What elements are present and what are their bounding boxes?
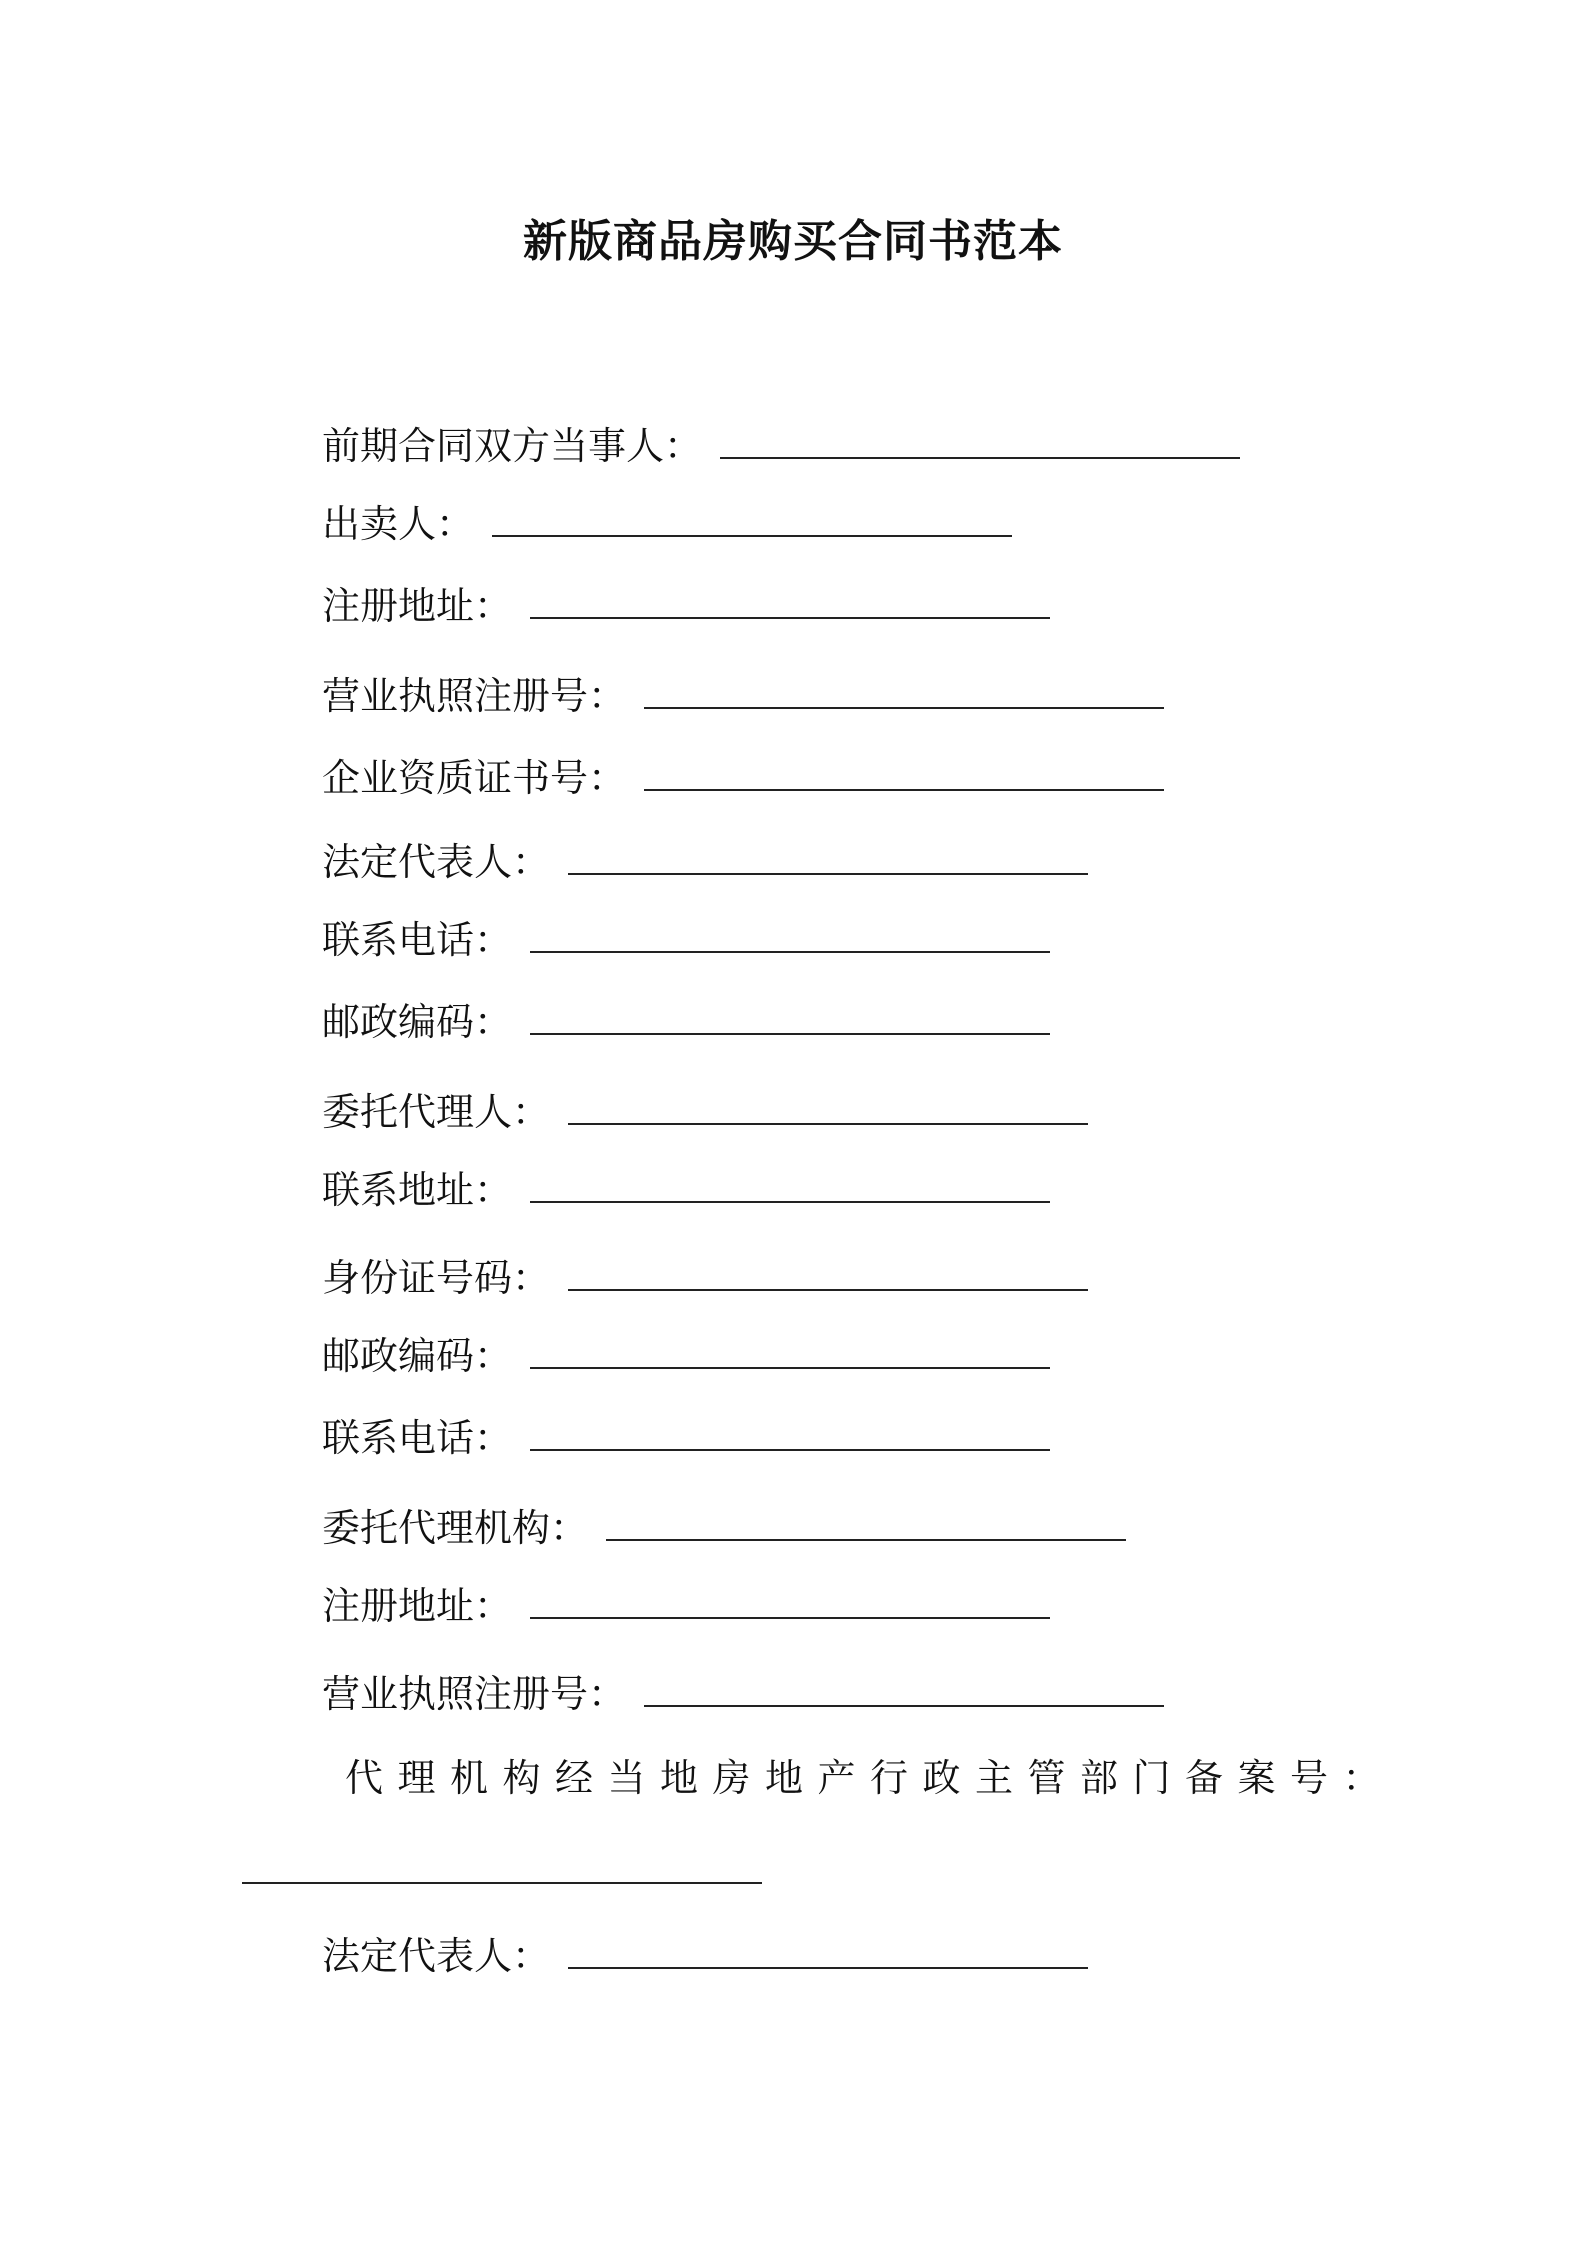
field-label: 委托代理人 [322, 1090, 513, 1134]
field-label: 企业资质证书号 [322, 756, 589, 800]
field-colon: ： [474, 584, 513, 628]
field-label: 前期合同双方当事人 [322, 424, 665, 468]
fill-in-blank[interactable] [644, 1705, 1164, 1707]
field-row-license-number-2 [322, 1664, 1164, 1724]
fill-in-blank[interactable] [568, 1289, 1088, 1291]
field-row-postcode [322, 992, 1050, 1052]
fill-in-blank[interactable] [530, 1201, 1050, 1203]
fill-in-blank[interactable] [530, 1449, 1050, 1451]
fill-in-blank[interactable] [644, 789, 1164, 791]
field-label: 出卖人 [322, 502, 437, 546]
fill-in-blank[interactable] [530, 1617, 1050, 1619]
field-row-seller [322, 494, 1012, 554]
field-label: 联系电话 [322, 918, 475, 962]
field-row-qualification-cert [322, 748, 1164, 808]
field-label: 联系地址 [322, 1168, 475, 1212]
filing-number-label: 代理机构经当地房地产行政主管部门备案号： [345, 1756, 1396, 1800]
field-label: 邮政编码 [322, 1334, 475, 1378]
fill-in-blank[interactable] [530, 1367, 1050, 1369]
field-row-id-number [322, 1248, 1088, 1308]
field-colon: ： [474, 918, 513, 962]
fill-in-blank[interactable] [568, 1123, 1088, 1125]
field-label: 注册地址 [322, 584, 475, 628]
fill-in-blank[interactable] [530, 1033, 1050, 1035]
field-label: 营业执照注册号 [322, 1672, 589, 1716]
field-colon: ： [588, 1672, 627, 1716]
field-row-postcode-2 [322, 1326, 1050, 1386]
field-row-legal-rep [322, 832, 1088, 892]
field-colon: ： [664, 424, 703, 468]
field-row-registered-address-2 [322, 1576, 1050, 1636]
field-colon: ： [512, 1090, 551, 1134]
field-colon: ： [474, 1334, 513, 1378]
fill-in-blank[interactable] [530, 951, 1050, 953]
field-row-agency [322, 1498, 1126, 1558]
fill-in-blank[interactable] [720, 457, 1240, 459]
field-row-legal-rep-2 [322, 1926, 1088, 1986]
page-title: 新版商品房购买合同书范本 [523, 216, 1063, 267]
field-colon: ： [474, 1416, 513, 1460]
fill-in-blank[interactable] [492, 535, 1012, 537]
field-label: 营业执照注册号 [322, 674, 589, 718]
field-label: 联系电话 [322, 1416, 475, 1460]
field-row-agent [322, 1082, 1088, 1142]
fill-in-blank[interactable] [644, 707, 1164, 709]
field-colon: ： [512, 1934, 551, 1978]
field-colon: ： [474, 1584, 513, 1628]
field-colon: ： [550, 1506, 589, 1550]
field-row-parties [322, 416, 1240, 476]
field-colon: ： [474, 1168, 513, 1212]
field-label: 身份证号码 [322, 1256, 513, 1300]
field-label: 注册地址 [322, 1584, 475, 1628]
field-label: 委托代理机构 [322, 1506, 551, 1550]
field-colon: ： [474, 1000, 513, 1044]
field-colon: ： [588, 756, 627, 800]
fill-in-blank[interactable] [568, 1967, 1088, 1969]
field-row-license-number [322, 666, 1164, 726]
field-colon: ： [588, 674, 627, 718]
field-label: 邮政编码 [322, 1000, 475, 1044]
field-row-phone-2 [322, 1408, 1050, 1468]
fill-in-blank[interactable] [606, 1539, 1126, 1541]
field-row-contact-address [322, 1160, 1050, 1220]
filing-number-blank[interactable] [242, 1882, 762, 1884]
fill-in-blank[interactable] [530, 617, 1050, 619]
field-colon: ： [436, 502, 475, 546]
field-row-phone [322, 910, 1050, 970]
fill-in-blank[interactable] [568, 873, 1088, 875]
field-colon: ： [512, 840, 551, 884]
field-colon: ： [512, 1256, 551, 1300]
field-label: 法定代表人 [322, 840, 513, 884]
field-row-registered-address [322, 576, 1050, 636]
field-label: 法定代表人 [322, 1934, 513, 1978]
